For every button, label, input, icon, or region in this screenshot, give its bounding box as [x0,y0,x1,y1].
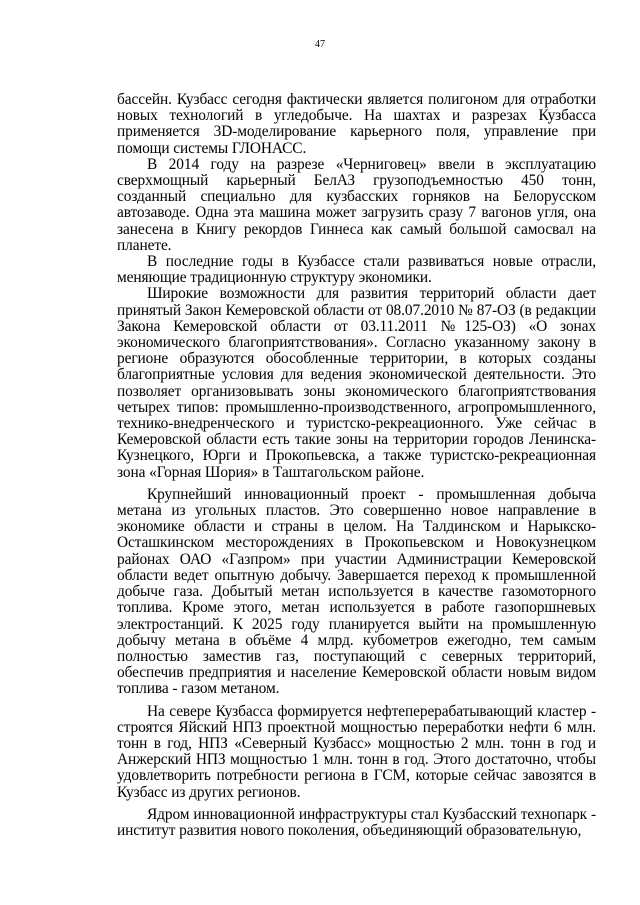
paragraph-text: На севере Кузбасса формируется нефтеперерабатывающий кластер - строятся Яйский НПЗ проектной мощностью переработки нефти 6 млн. тонн в год, НПЗ «Северный Кузбасс» мощностью 2 млн. тонн в год и Анжерский НПЗ мощностью 1 млн. тонн в год. Этого достаточно, чтобы удовлетворить потребности региона в ГСМ, которые сейчас завозятся в Кузбасс из других регионов. [117,702,596,801]
paragraph-text: В 2014 году на разрезе «Черниговец» ввели в эксплуатацию сверхмощный карьерный БелАЗ грузоподъемностью 450 тонн, созданный специально для кузбасских горняков на Белорусском автозаводе. Одна эта машина может загрузить сразу 7 вагонов угля, она занесена в Книгу рекордов Гиннеса как самый большой самосвал на планете. [117,155,596,254]
paragraph-text: Широкие возможности для развития территорий области дает принятый Закон Кемеровской области от 08.07.2010 № 87-ОЗ (в редакции Закона Кемеровской области от 03.11.2011 №125-ОЗ) «О зонах экономического благоприятствования». Согласно указанному закону в регионе образуются обособленные территории, в которых созданы благоприятные условия для ведения экономической деятельности. Это позволяет организовывать зоны экономического благоприятствования четырех типов: промышленно-производственного, агропромышленного, технико-внедренческого и туристско-рекреационного. Уже сейчас в Кемеровской области есть такие зоны на территории городов Ленинска-Кузнецкого, Юрги и Прокопьевска, а также туристско-рекреационная зона «Горная Шория» в Таштагольском районе. [117,285,596,481]
page-number: 47 [315,39,325,50]
document-body [117,92,596,839]
paragraph-text: бассейн. Кузбасс сегодня фактически является полигоном для отработки новых технологий в угледобыче. На шахтах и разрезах Кузбасса применяется 3D-моделирование карьерного поля, управление при помощи системы ГЛОНАСС. [117,91,596,157]
paragraph-text: В последние годы в Кузбассе стали развиваться новые отрасли, меняющие традиционную структуру экономики. [117,253,596,287]
paragraph-text: Ядром инновационной инфраструктуры стал Кузбасский технопарк - институт развития нового поколения, объединяющий образовательную, [117,805,596,839]
paragraph-text: Крупнейший инновационный проект - промышленная добыча метана из угольных пластов. Это совершенно новое направление в экономике области и страны в целом. На Талдинском и Нарыкско-Осташкинском месторождениях в Прокопьевском и Новокузнецком районах ОАО «Газпром» при участии Администрации Кемеровской области ведет опытную добычу. Завершается переход к промышленной добыче газа. Добытый метан используется в качестве газомоторного топлива. Кроме этого, метан используется в работе газопоршневых электростанций. К 2025 году планируется выйти на промышленную добычу метана в объёме 4 млрд. кубометров ежегодно, тем самым полностью заместив газ, поступающий с северных территорий, обеспечив предприятия и население Кемеровской области новым видом топлива - газом метаном. [117,485,596,698]
